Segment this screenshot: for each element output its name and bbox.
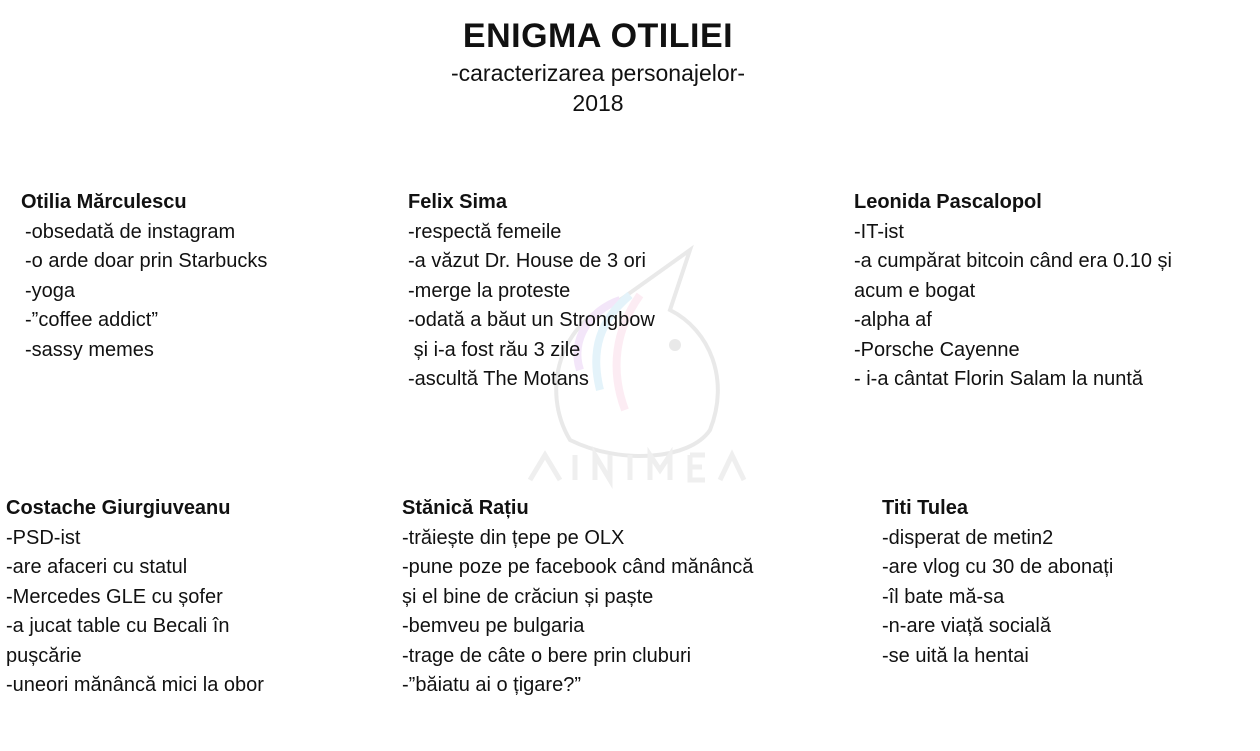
trait-item: -obsedată de instagram bbox=[25, 220, 236, 243]
trait-item: -are afaceri cu statul bbox=[6, 556, 188, 578]
character-card-otilia bbox=[21, 188, 361, 365]
trait-item: -Mercedes GLE cu șofer bbox=[6, 585, 223, 608]
page-subtitle: -caracterizarea personajelor- bbox=[450, 60, 745, 86]
trait-item: -trăiește din țepe pe OLX bbox=[402, 526, 625, 549]
trait-item: -”coffee addict” bbox=[25, 309, 159, 331]
character-card-stanica bbox=[402, 494, 822, 701]
trait-item: -a cumpărat bitcoin când era 0.10 și bbox=[854, 250, 1172, 272]
trait-list bbox=[6, 524, 346, 701]
header bbox=[0, 14, 1196, 118]
trait-item: -disperat de metin2 bbox=[882, 526, 1054, 549]
trait-list bbox=[882, 524, 1222, 672]
character-card-costache bbox=[6, 494, 346, 701]
character-name: Titi Tulea bbox=[882, 497, 968, 519]
character-card-leonida bbox=[854, 188, 1244, 395]
trait-item: -a văzut Dr. House de 3 ori bbox=[408, 250, 646, 272]
trait-list bbox=[854, 218, 1244, 395]
character-name: Costache Giurgiuveanu bbox=[6, 497, 231, 519]
trait-item: -o arde doar prin Starbucks bbox=[25, 250, 268, 272]
trait-item: -merge la proteste bbox=[408, 279, 571, 302]
trait-item: pușcărie bbox=[6, 644, 82, 667]
character-name: Stănică Rațiu bbox=[402, 497, 529, 519]
trait-item: -”băiatu ai o țigare?” bbox=[402, 674, 581, 696]
character-card-felix bbox=[408, 188, 768, 395]
trait-item: -uneori mănâncă mici la obor bbox=[6, 674, 264, 696]
trait-item: -alpha af bbox=[854, 309, 932, 331]
trait-item: -PSD-ist bbox=[6, 526, 81, 549]
character-name: Otilia Mărculescu bbox=[21, 191, 187, 213]
trait-item: -se uită la hentai bbox=[882, 644, 1029, 667]
trait-item: -n-are viață socială bbox=[882, 615, 1051, 637]
trait-list bbox=[21, 218, 361, 366]
trait-item: -sassy memes bbox=[25, 338, 154, 361]
trait-item: -pune poze pe facebook când mănâncă bbox=[402, 556, 754, 578]
trait-item: -a jucat table cu Becali în bbox=[6, 615, 230, 637]
trait-item: -bemveu pe bulgaria bbox=[402, 615, 585, 637]
trait-item: -ascultă The Motans bbox=[408, 368, 589, 390]
trait-item: - i-a cântat Florin Salam la nuntă bbox=[854, 368, 1144, 390]
trait-item: -yoga bbox=[25, 279, 76, 302]
trait-item: și i-a fost rău 3 zile bbox=[408, 338, 581, 361]
trait-item: acum e bogat bbox=[854, 279, 976, 302]
trait-item: -IT-ist bbox=[854, 220, 904, 243]
trait-item: -Porsche Cayenne bbox=[854, 338, 1020, 361]
page-title: ENIGMA OTILIEI bbox=[462, 17, 734, 55]
trait-item: -îl bate mă-sa bbox=[882, 585, 1005, 608]
trait-list bbox=[402, 524, 822, 701]
trait-item: -respectă femeile bbox=[408, 220, 562, 243]
trait-item: -odată a băut un Strongbow bbox=[408, 309, 655, 331]
page-year: 2018 bbox=[572, 90, 624, 116]
trait-item: -are vlog cu 30 de abonați bbox=[882, 556, 1114, 578]
character-name: Felix Sima bbox=[408, 191, 507, 213]
trait-item: -trage de câte o bere prin cluburi bbox=[402, 644, 692, 667]
character-name: Leonida Pascalopol bbox=[854, 191, 1042, 213]
trait-item: și el bine de crăciun și paște bbox=[402, 585, 654, 608]
character-card-titi bbox=[882, 494, 1222, 671]
trait-list bbox=[408, 218, 768, 395]
